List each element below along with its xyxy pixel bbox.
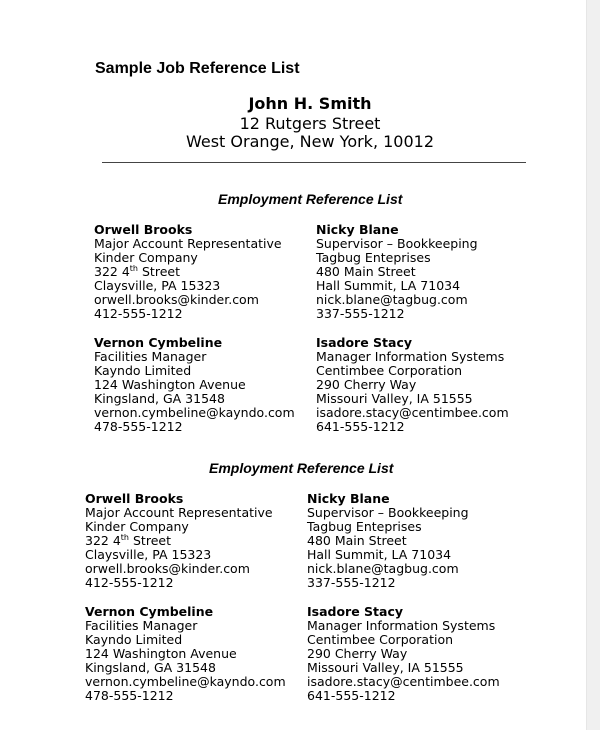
reference-city: Kingsland, GA 31548: [94, 391, 225, 406]
section-heading: Employment Reference List: [209, 460, 394, 476]
reference-title: Supervisor – Bookkeeping: [307, 505, 469, 520]
reference-phone: 337-555-1212: [307, 575, 396, 590]
reference-title: Facilities Manager: [94, 349, 207, 364]
reference-address: [94, 265, 282, 279]
reference-address: [85, 534, 273, 548]
reference-phone: 412-555-1212: [85, 575, 174, 590]
reference-name: Isadore Stacy: [316, 335, 413, 350]
reference-company: Kayndo Limited: [94, 363, 192, 378]
reference-nicky-blane: [316, 223, 478, 321]
reference-email: vernon.cymbeline@kayndo.com: [85, 674, 286, 689]
reference-isadore-stacy: [316, 336, 509, 434]
reference-name: Isadore Stacy: [307, 604, 404, 619]
reference-name: Nicky Blane: [307, 491, 390, 506]
reference-title: Major Account Representative: [94, 236, 282, 251]
address-number: 322 4: [94, 264, 130, 279]
header-divider: [102, 162, 526, 163]
reference-phone: 412-555-1212: [94, 306, 183, 321]
reference-email: orwell.brooks@kinder.com: [85, 561, 250, 576]
reference-phone: 641-555-1212: [316, 419, 405, 434]
reference-phone: 478-555-1212: [85, 688, 174, 703]
reference-company: Tagbug Enteprises: [316, 250, 431, 265]
section-heading: Employment Reference List: [218, 191, 403, 207]
reference-phone: 641-555-1212: [307, 688, 396, 703]
reference-company: Tagbug Enteprises: [307, 519, 422, 534]
reference-company: Centimbee Corporation: [316, 363, 463, 378]
reference-company: Kayndo Limited: [85, 632, 183, 647]
reference-city: Kingsland, GA 31548: [85, 660, 216, 675]
reference-address: 290 Cherry Way: [316, 377, 417, 392]
reference-company: Centimbee Corporation: [307, 632, 454, 647]
reference-name: Orwell Brooks: [94, 222, 193, 237]
reference-vernon-cymbeline: [94, 336, 295, 434]
reference-email: orwell.brooks@kinder.com: [94, 292, 259, 307]
reference-isadore-stacy: [307, 605, 500, 703]
reference-email: nick.blane@tagbug.com: [307, 561, 459, 576]
reference-orwell-brooks: [85, 492, 273, 590]
applicant-city: West Orange, New York, 10012: [185, 132, 435, 151]
reference-address: 290 Cherry Way: [307, 646, 408, 661]
address-number: 322 4: [85, 533, 121, 548]
reference-email: nick.blane@tagbug.com: [316, 292, 468, 307]
reference-name: Vernon Cymbeline: [94, 335, 223, 350]
reference-city: Claysville, PA 15323: [94, 278, 221, 293]
reference-address: 124 Washington Avenue: [94, 377, 246, 392]
reference-address: 480 Main Street: [307, 533, 407, 548]
reference-name: Vernon Cymbeline: [85, 604, 214, 619]
reference-city: Missouri Valley, IA 51555: [307, 660, 464, 675]
address-suffix: th: [120, 532, 130, 542]
reference-city: Claysville, PA 15323: [85, 547, 212, 562]
reference-phone: 478-555-1212: [94, 419, 183, 434]
reference-title: Major Account Representative: [85, 505, 273, 520]
reference-company: Kinder Company: [94, 250, 198, 265]
reference-orwell-brooks: [94, 223, 282, 321]
reference-phone: 337-555-1212: [316, 306, 405, 321]
address-street: Street: [138, 264, 180, 279]
reference-address: 480 Main Street: [316, 264, 416, 279]
reference-email: isadore.stacy@centimbee.com: [307, 674, 500, 689]
reference-email: vernon.cymbeline@kayndo.com: [94, 405, 295, 420]
applicant-name: John H. Smith: [248, 94, 372, 113]
address-street: Street: [129, 533, 171, 548]
address-suffix: th: [129, 263, 139, 273]
reference-nicky-blane: [307, 492, 469, 590]
reference-title: Facilities Manager: [85, 618, 198, 633]
reference-address: 124 Washington Avenue: [85, 646, 237, 661]
reference-title: Supervisor – Bookkeeping: [316, 236, 478, 251]
reference-city: Missouri Valley, IA 51555: [316, 391, 473, 406]
reference-name: Nicky Blane: [316, 222, 399, 237]
reference-title: Manager Information Systems: [316, 349, 505, 364]
document-title: Sample Job Reference List: [95, 60, 300, 77]
applicant-street: 12 Rutgers Street: [239, 114, 381, 133]
reference-vernon-cymbeline: [85, 605, 286, 703]
reference-name: Orwell Brooks: [85, 491, 184, 506]
reference-email: isadore.stacy@centimbee.com: [316, 405, 509, 420]
reference-company: Kinder Company: [85, 519, 189, 534]
reference-city: Hall Summit, LA 71034: [307, 547, 452, 562]
reference-title: Manager Information Systems: [307, 618, 496, 633]
reference-city: Hall Summit, LA 71034: [316, 278, 461, 293]
